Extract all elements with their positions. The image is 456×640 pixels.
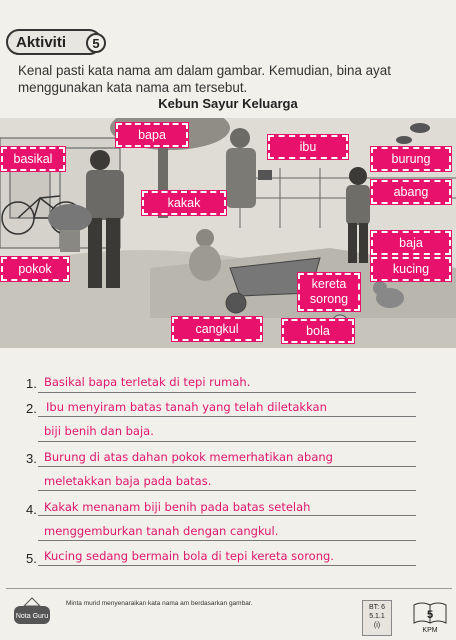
label-abang: abang — [371, 180, 451, 204]
label-sorong: sorong — [309, 292, 349, 306]
answer-rule — [38, 466, 416, 467]
activity-label: Aktiviti — [16, 33, 67, 51]
nota-guru-logo — [12, 596, 52, 626]
label-kucing: kucing — [371, 257, 451, 281]
answer-rule — [38, 392, 416, 393]
label-burung: burung — [371, 147, 451, 171]
picture-title: Kebun Sayur Keluarga — [158, 96, 298, 111]
answer-4-line-2: menggemburkan tanah dengan cangkul. — [44, 524, 279, 538]
answer-4-line-1: Kakak menanam biji benih pada batas setelah — [44, 500, 311, 514]
label-bapa: bapa — [116, 123, 188, 147]
code-line-3: (i) — [373, 622, 381, 629]
answer-rule — [38, 515, 416, 516]
answer-rule — [38, 565, 416, 566]
label-kereta: kereta — [311, 277, 347, 291]
question-number-3: 3. — [26, 451, 37, 466]
label-cangkul: cangkul — [172, 317, 262, 341]
label-pokok: pokok — [1, 257, 69, 281]
label-kereta-sorong — [298, 273, 360, 311]
page-number: 5 — [426, 609, 434, 621]
question-number-2: 2. — [26, 401, 37, 416]
answer-rule — [38, 416, 416, 417]
label-ibu: ibu — [268, 135, 348, 159]
answer-2-line-2: biji benih dan baja. — [44, 424, 154, 438]
answer-2-line-1: Ibu menyiram batas tanah yang telah diletakkan — [46, 400, 327, 414]
teacher-note: Minta murid menyenaraikan kata nama am berdasarkan gambar. — [66, 600, 253, 607]
label-basikal: basikal — [1, 147, 65, 171]
book-icon — [412, 601, 448, 625]
page-badge — [412, 601, 448, 635]
activity-number: 5 — [86, 33, 106, 53]
question-number-5: 5. — [26, 551, 37, 566]
label-baja: baja — [371, 231, 451, 255]
garden-illustration — [0, 118, 456, 348]
publisher-label: KPM — [422, 627, 438, 634]
label-kakak: kakak — [142, 191, 226, 215]
footer-divider — [6, 588, 452, 589]
code-line-1: BT: 6 — [369, 604, 385, 611]
question-number-4: 4. — [26, 502, 37, 517]
curriculum-code-box — [362, 600, 392, 636]
answer-rule — [38, 490, 416, 491]
answer-rule — [38, 441, 416, 442]
answer-1-line-1: Basikal bapa terletak di tepi rumah. — [44, 375, 251, 389]
question-number-1: 1. — [26, 376, 37, 391]
label-bola: bola — [282, 319, 354, 343]
answer-rule — [38, 540, 416, 541]
instruction-text: Kenal pasti kata nama am dalam gambar. Kemudian, bina ayat menggunakan kata nama am tersebut. — [18, 63, 391, 95]
logo-text: Nota Guru — [15, 613, 49, 620]
answer-5-line-1: Kucing sedang bermain bola di tepi kereta sorong. — [44, 549, 334, 563]
answer-3-line-2: meletakkan baja pada batas. — [44, 474, 212, 488]
answer-3-line-1: Burung di atas dahan pokok memerhatikan abang — [44, 450, 333, 464]
activity-badge — [6, 29, 102, 55]
code-line-2: 5.1.1 — [369, 613, 385, 620]
